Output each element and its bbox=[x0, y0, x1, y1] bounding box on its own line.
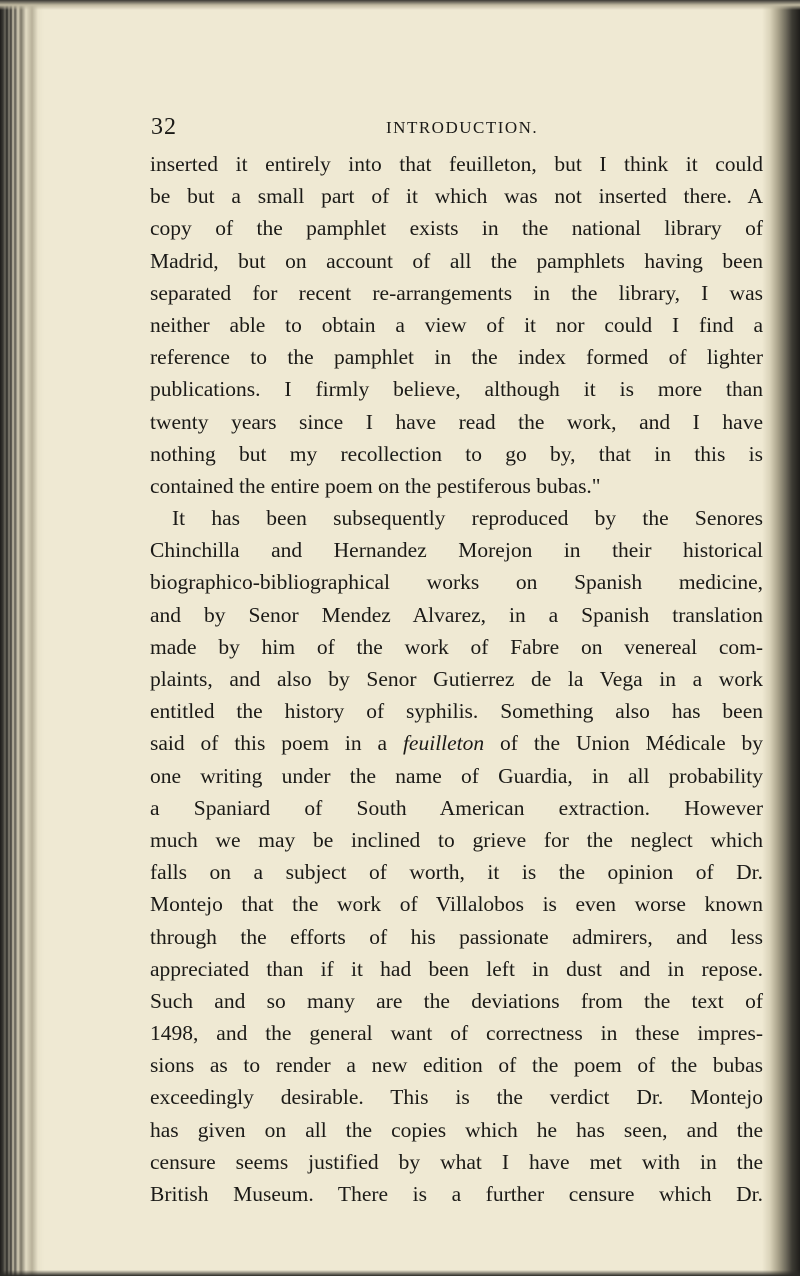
running-head: INTRODUCTION. bbox=[386, 118, 539, 137]
text-line: a Spaniard of South American extraction. However bbox=[150, 795, 763, 820]
italic-word: feuilleton bbox=[402, 731, 485, 756]
page-top-edge bbox=[0, 0, 800, 10]
text-line: made by him of the work of Fabre on venereal com- bbox=[150, 634, 763, 659]
text-line: appreciated than if it had been left in dust and in repose. bbox=[150, 956, 763, 981]
paragraph-end-line: contained the entire poem on the pestiferous bubas." bbox=[150, 473, 601, 498]
text-line: falls on a subject of worth, it is the opinion of Dr. bbox=[150, 860, 763, 885]
text-line: British Museum. There is a further censure which Dr. bbox=[150, 1182, 763, 1206]
text-line: Madrid, but on account of all the pamphlets having been bbox=[150, 248, 763, 273]
text-line: censure seems justified by what I have met with in the bbox=[150, 1149, 763, 1174]
text-line: much we may be inclined to grieve for the neglect which bbox=[150, 827, 763, 852]
text-line: reference to the pamphlet in the index formed of lighter bbox=[150, 345, 763, 370]
text-line: Such and so many are the deviations from the text of bbox=[150, 988, 763, 1013]
text-line: sions as to render a new edition of the poem of the bubas bbox=[150, 1053, 763, 1078]
text-line: through the efforts of his passionate admirers, and less bbox=[150, 924, 763, 949]
page-edge-shadow bbox=[762, 0, 800, 1276]
text-line: and by Senor Mendez Alvarez, in a Spanish translation bbox=[150, 602, 763, 627]
text-line: one writing under the name of Guardia, in all probability bbox=[150, 763, 763, 788]
text-line: twenty years since I have read the work, and I have bbox=[150, 409, 763, 434]
text-line: separated for recent re-arrangements in the library, I was bbox=[150, 280, 763, 305]
body-text bbox=[150, 148, 763, 1210]
text-line: Montejo that the work of Villalobos is even worse known bbox=[150, 892, 763, 917]
text-line: plaints, and also by Senor Gutierrez de la Vega in a work bbox=[150, 667, 763, 691]
text-line-with-italic bbox=[150, 727, 763, 759]
text-line: be but a small part of it which was not inserted there. A bbox=[150, 184, 763, 209]
text-line: publications. I firmly believe, although it is more than bbox=[150, 377, 763, 402]
text-line: has given on all the copies which he has seen, and the bbox=[150, 1117, 763, 1142]
text-line: exceedingly desirable. This is the verdict Dr. Montejo bbox=[150, 1085, 763, 1110]
text-line: biographico-bibliographical works on Spanish medicine, bbox=[150, 570, 763, 595]
text-line: neither able to obtain a view of it nor could I find a bbox=[150, 312, 763, 337]
text-line: copy of the pamphlet exists in the national library of bbox=[150, 216, 763, 241]
paragraph-start-line: It has been subsequently reproduced by the Senores bbox=[172, 506, 763, 531]
text-line: nothing but my recollection to go by, that in this is bbox=[150, 441, 763, 466]
page-bottom-edge bbox=[0, 1270, 800, 1276]
text-segment: said of this poem in a bbox=[150, 731, 403, 756]
text-line: inserted it entirely into that feuilleton, but I think it could bbox=[150, 152, 763, 176]
text-line: 1498, and the general want of correctness in these impres- bbox=[150, 1021, 763, 1046]
text-segment: of the Union Médicale by bbox=[484, 731, 763, 756]
book-binding-gutter bbox=[0, 0, 44, 1276]
text-line: entitled the history of syphilis. Something also has been bbox=[150, 699, 763, 724]
page-number: 32 bbox=[151, 114, 177, 140]
page-header bbox=[151, 114, 761, 146]
text-line: Chinchilla and Hernandez Morejon in their historical bbox=[150, 538, 763, 563]
